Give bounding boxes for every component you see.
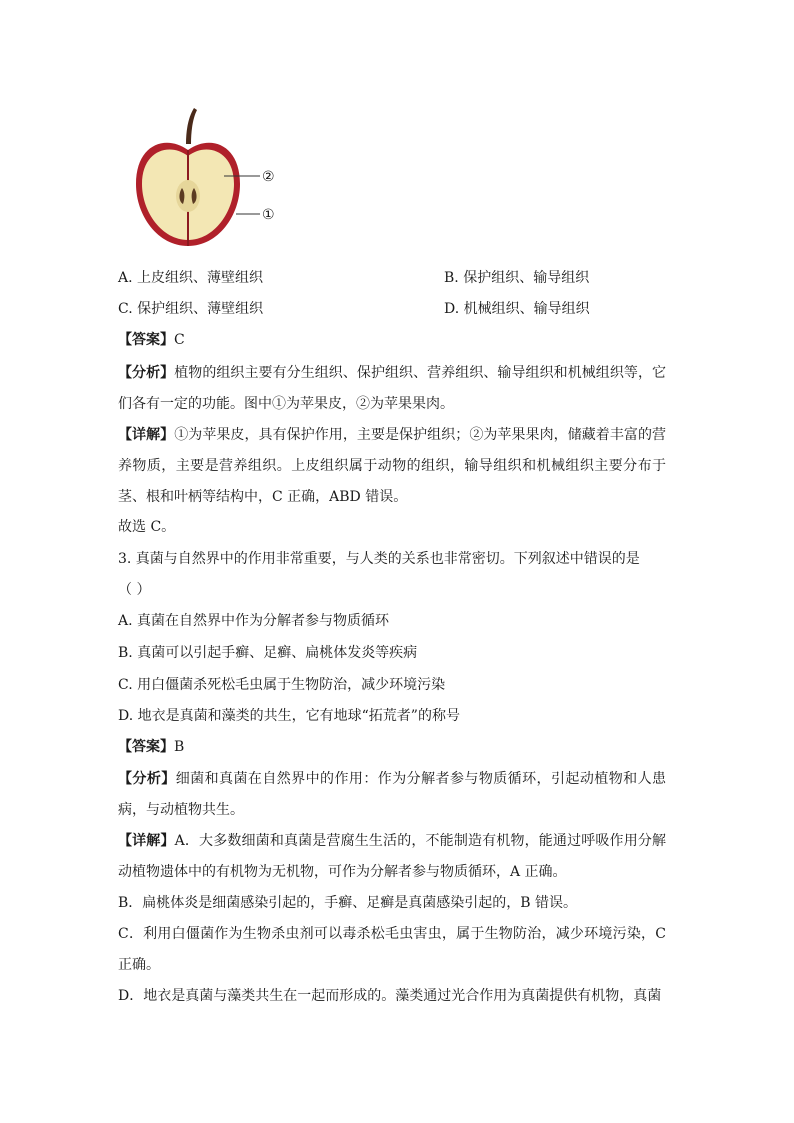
q2-option-a: A. 上皮组织、薄壁组织: [118, 270, 264, 286]
detail-a-text: A．大多数细菌和真菌是营腐生生活的，不能制造有机物，能通过呼吸作用分解动植物遗体中的有机物为无机物，可作为分解者参与物质循环，A 正确。: [118, 833, 667, 880]
q3-detail-d: D．地衣是真菌与藻类共生在一起而形成的。藻类通过光合作用为真菌提供有机物，真菌: [118, 988, 662, 1004]
label-circled-1: ①: [262, 207, 275, 223]
detail-text: ①为苹果皮，具有保护作用，主要是保护组织；②为苹果果肉，储藏着丰富的营养物质，主要是营养组织。上皮组织属于动物的组织，输导组织和机械组织主要分布于茎、根和叶柄等结构中，C 正确，ABD 错误。: [118, 427, 667, 505]
q3-detail-a: [118, 826, 666, 888]
q2-option-b: B. 保护组织、输导组织: [444, 270, 590, 286]
q2-detail: [118, 420, 666, 513]
analysis-text: 植物的组织主要有分生组织、保护组织、营养组织、输导组织和机械组织等，它们各有一定的功能。图中①为苹果皮，②为苹果果肉。: [118, 365, 667, 412]
q3-answer: [118, 737, 184, 757]
answer-tag: 【答案】: [118, 332, 174, 348]
q2-option-d: D. 机械组织、输导组织: [444, 301, 590, 317]
answer-tag: 【答案】: [118, 739, 174, 755]
apple-stem: [186, 108, 197, 144]
q3-option-c: C. 用白僵菌杀死松毛虫属于生物防治，减少环境污染: [118, 677, 446, 693]
q3-stem: 3. 真菌与自然界中的作用非常重要，与人类的关系也非常密切。下列叙述中错误的是: [118, 551, 640, 567]
q2-conclusion: 故选 C。: [118, 519, 176, 535]
detail-tag: 【详解】: [118, 833, 175, 849]
answer-value: B: [174, 739, 185, 755]
q3-option-b: B. 真菌可以引起手癣、足癣、扁桃体发炎等疾病: [118, 645, 418, 661]
q2-analysis: [118, 358, 666, 420]
apple-diagram: [128, 104, 288, 252]
q2-answer: [118, 330, 185, 350]
q3-detail-c: C．利用白僵菌作为生物杀虫剂可以毒杀松毛虫害虫，属于生物防治，减少环境污染，C 正确。: [118, 926, 666, 973]
analysis-text: 细菌和真菌在自然界中的作用：作为分解者参与物质循环，引起动植物和人患病，与动植物共生。: [118, 771, 667, 818]
analysis-tag: 【分析】: [118, 365, 175, 381]
q3-option-d: D. 地衣是真菌和藻类的共生，它有地球“拓荒者”的称号: [118, 708, 460, 724]
q3-analysis: [118, 764, 666, 826]
q3-detail-b: B．扁桃体炎是细菌感染引起的，手癣、足癣是真菌感染引起的，B 错误。: [118, 895, 578, 911]
label-circled-2: ②: [262, 169, 275, 185]
q3-paren: （ ）: [118, 582, 151, 598]
q2-option-c: C. 保护组织、薄壁组织: [118, 301, 264, 317]
answer-value: C: [174, 332, 185, 348]
apple-cross-section-figure: [128, 104, 288, 252]
q3-option-a: A. 真菌在自然界中作为分解者参与物质循环: [118, 613, 390, 629]
detail-tag: 【详解】: [118, 427, 175, 443]
analysis-tag: 【分析】: [118, 771, 176, 787]
